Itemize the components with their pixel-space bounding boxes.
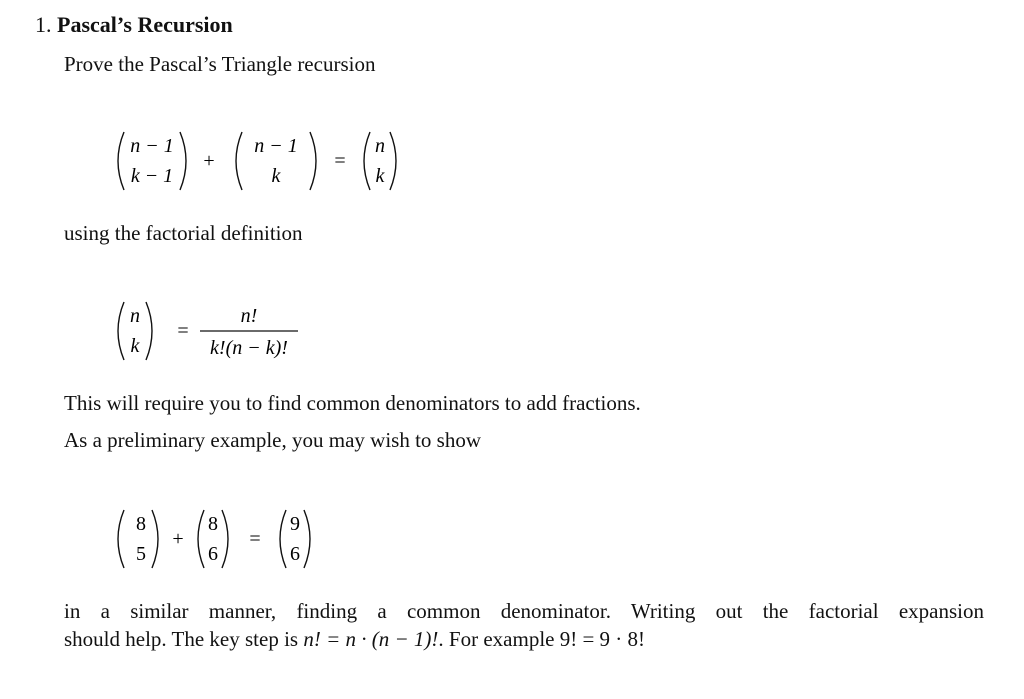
recursion-equation <box>110 128 420 199</box>
numeric-example-equation <box>110 506 330 577</box>
eq1-plus: + <box>203 150 215 172</box>
eq3-term1-top: 8 <box>136 513 146 535</box>
eq3-term3-top: 9 <box>290 513 300 535</box>
problem-heading <box>35 12 233 38</box>
intro-text: Prove the Pascal’s Triangle recursion <box>64 52 376 76</box>
eq2-denominator: k!(n − k)! <box>210 337 288 359</box>
using-text: using the factorial definition <box>64 221 303 245</box>
eq2-binom-top: n <box>130 305 140 327</box>
eq3-term1-bottom: 5 <box>136 543 146 565</box>
key-step-formula: n! = n · (n − 1)! <box>303 627 439 651</box>
eq3-term3-bottom: 6 <box>290 543 300 565</box>
eq1-term2-top: n − 1 <box>254 135 298 157</box>
eq3-term2-bottom: 6 <box>208 543 218 565</box>
common-denominator-text: This will require you to find common denominators to add fractions. <box>64 391 641 415</box>
eq1-term3-bottom: k <box>375 165 385 187</box>
problem-number: 1. <box>35 12 52 37</box>
eq1-term1-top: n − 1 <box>130 135 174 157</box>
closing-line-2b: . For example 9! = 9 · 8! <box>438 627 646 651</box>
closing-line-2a: should help. The key step is <box>64 627 304 651</box>
closing-paragraph <box>64 597 984 653</box>
preliminary-example-text: As a preliminary example, you may wish to show <box>64 428 482 452</box>
problem-title: Pascal’s Recursion <box>57 12 233 37</box>
eq1-term2-bottom: k <box>271 165 281 187</box>
eq2-numerator: n! <box>240 305 258 327</box>
factorial-definition-equation <box>110 298 310 369</box>
closing-line-1: in a similar manner, finding a common denominator. Writing out the factorial expansion <box>64 599 984 623</box>
eq2-binom-bottom: k <box>130 335 140 357</box>
eq2-equals: = <box>177 320 189 342</box>
eq3-plus: + <box>172 528 184 550</box>
eq1-equals: = <box>334 150 346 172</box>
eq1-term1-bottom: k − 1 <box>130 165 174 187</box>
eq1-term3-top: n <box>375 135 385 157</box>
eq3-term2-top: 8 <box>208 513 218 535</box>
eq3-equals: = <box>249 528 261 550</box>
